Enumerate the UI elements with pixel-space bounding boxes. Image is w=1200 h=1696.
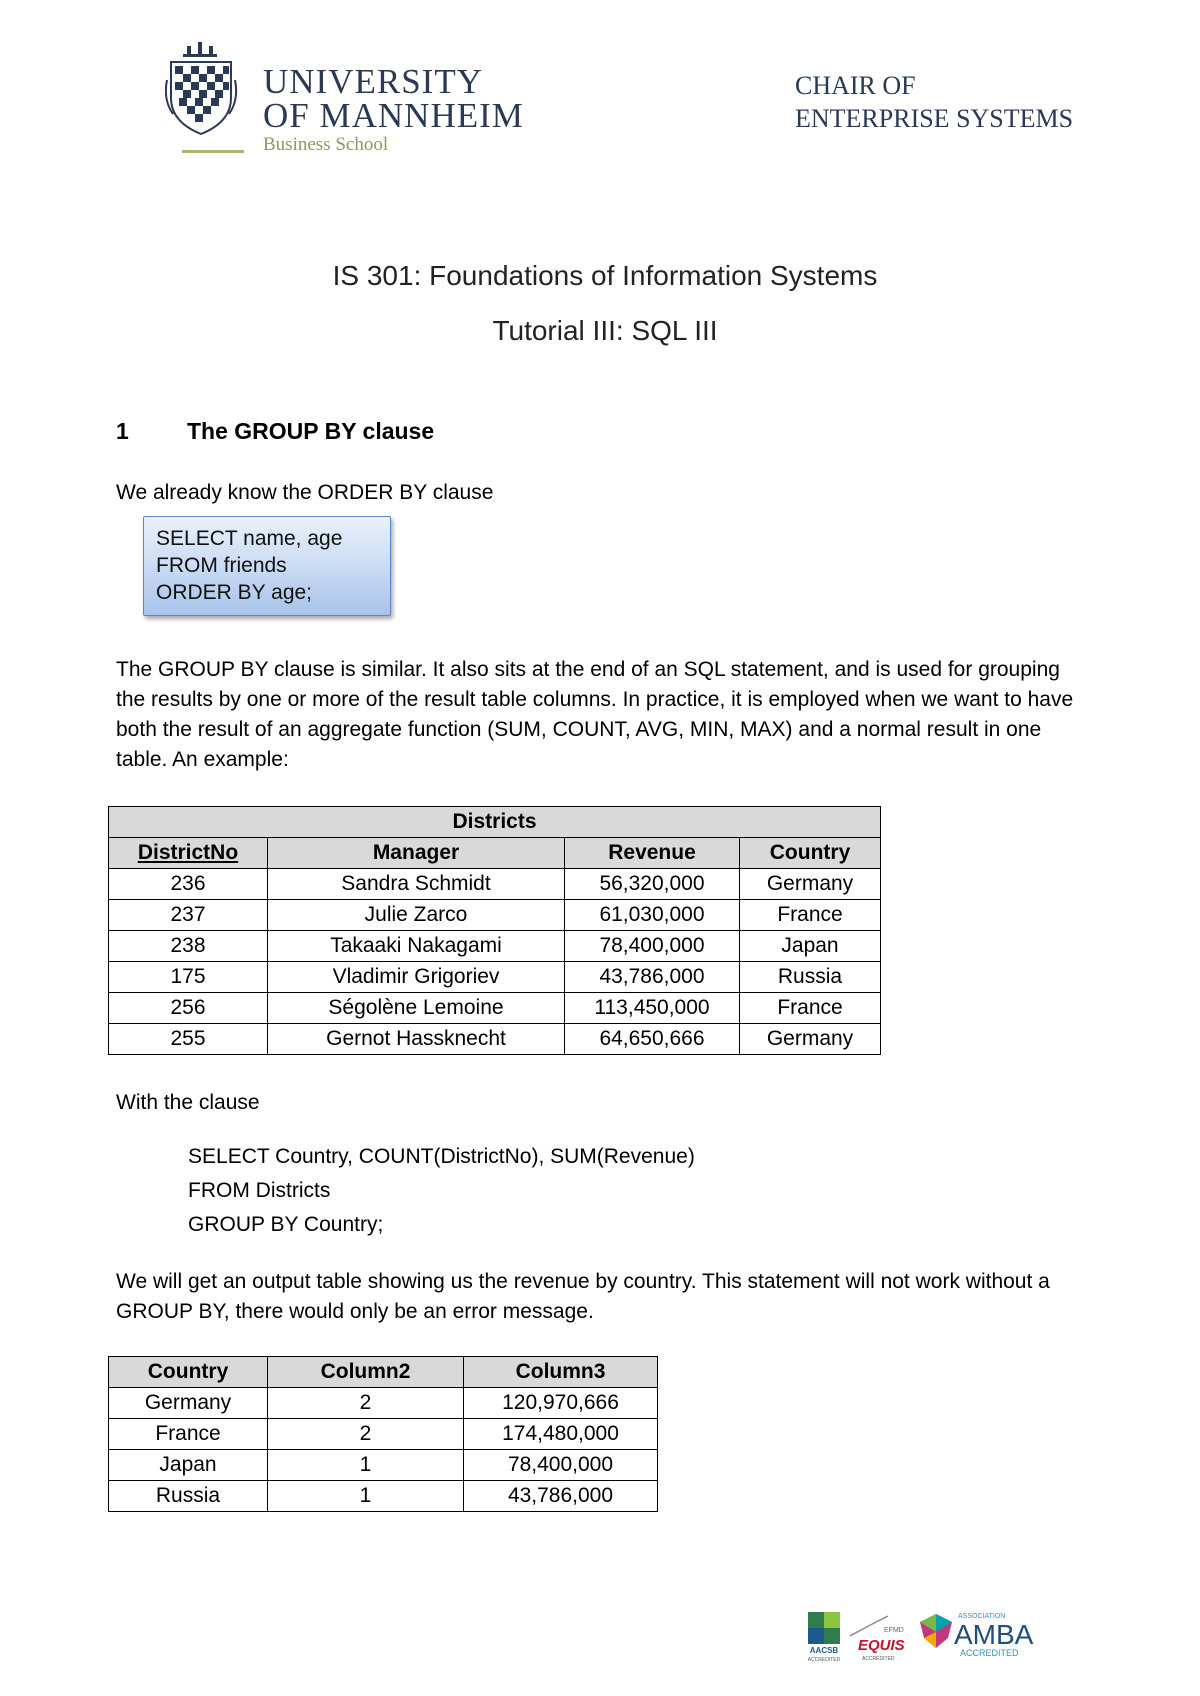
group-by-paragraph: The GROUP BY clause is similar. It also sits at the end of an SQL statement, and is used for grouping the results by one or more of the result table columns. In practice, it is employed when we want to have both the result of an aggregate function (SUM, COUNT, AVG, MIN, MAX) and a normal result in one table. An example: [116, 658, 1074, 771]
column-header-label: DistrictNo [137, 841, 239, 864]
column-header: Revenue [565, 838, 740, 869]
table-row [109, 1450, 658, 1481]
table-cell: 238 [109, 931, 268, 962]
intro-text: We already know the ORDER BY clause [116, 481, 494, 504]
efmd-label: EFMD [884, 1627, 904, 1634]
table-cell: Russia [109, 1481, 268, 1512]
course-title: IS 301: Foundations of Information Systems [332, 260, 878, 291]
group-by-sql-code [188, 1140, 695, 1242]
equis-sub: ACCREDITED [862, 1656, 895, 1662]
table-cell: Germany [740, 869, 881, 900]
table-cell: 2 [268, 1388, 464, 1419]
table-cell: 56,320,000 [565, 869, 740, 900]
logo-underline [182, 150, 244, 153]
sql-line: SELECT name, age [156, 527, 343, 550]
table-row [109, 1419, 658, 1450]
table-cell: 1 [268, 1481, 464, 1512]
table-cell: 174,480,000 [464, 1419, 658, 1450]
order-by-sql-box [143, 516, 391, 616]
table-cell: 175 [109, 962, 268, 993]
table-cell: France [740, 993, 881, 1024]
table-cell: 237 [109, 900, 268, 931]
table-caption: Districts [109, 807, 881, 838]
amba-association: ASSOCIATION [958, 1613, 1006, 1620]
table-cell: 1 [268, 1450, 464, 1481]
sql-line: FROM friends [156, 554, 287, 577]
table-cell: Japan [740, 931, 881, 962]
table-cell: 113,450,000 [565, 993, 740, 1024]
amba-label: AMBA [954, 1619, 1034, 1650]
section-number: 1 [116, 418, 129, 444]
table-row [109, 993, 881, 1024]
table-cell: 43,786,000 [464, 1481, 658, 1512]
table-cell: 2 [268, 1419, 464, 1450]
table-cell: 78,400,000 [464, 1450, 658, 1481]
table-cell: 64,650,666 [565, 1024, 740, 1055]
amba-sub: ACCREDITED [960, 1648, 1019, 1658]
table-row [109, 1024, 881, 1055]
districts-table [108, 806, 881, 1055]
table-cell: 236 [109, 869, 268, 900]
table-cell: Gernot Hassknecht [268, 1024, 565, 1055]
equis-logo [850, 1616, 905, 1662]
table-cell: 43,786,000 [565, 962, 740, 993]
aacsb-sub: ACCREDITED [808, 1657, 841, 1663]
table-row [109, 962, 881, 993]
business-school-label: Business School [263, 134, 389, 155]
sql-line: FROM Districts [188, 1179, 331, 1202]
table-cell: Germany [740, 1024, 881, 1055]
university-crest-logo [165, 40, 265, 158]
aacsb-label: AACSB [809, 1646, 839, 1655]
university-name-line1: UNIVERSITY [263, 62, 483, 101]
table-cell: 120,970,666 [464, 1388, 658, 1419]
university-name-line2: OF MANNHEIM [263, 96, 524, 135]
table-cell: Germany [109, 1388, 268, 1419]
sql-line: SELECT Country, COUNT(DistrictNo), SUM(Revenue) [188, 1145, 695, 1168]
output-paragraph: We will get an output table showing us the revenue by country. This statement will not work without a GROUP BY, there would only be an error message. [116, 1270, 1050, 1323]
table-cell: France [109, 1419, 268, 1450]
table-cell: 61,030,000 [565, 900, 740, 931]
table-row [109, 1388, 658, 1419]
table-cell: 256 [109, 993, 268, 1024]
chair-line2: ENTERPRISE SYSTEMS [795, 104, 1074, 133]
column-header [109, 838, 268, 869]
tutorial-title: Tutorial III: SQL III [492, 315, 718, 346]
table-cell: 255 [109, 1024, 268, 1055]
aacsb-logo [808, 1612, 841, 1663]
column-header: Country [109, 1357, 268, 1388]
column-header: Column3 [464, 1357, 658, 1388]
column-header: Country [740, 838, 881, 869]
column-header: Manager [268, 838, 565, 869]
table-row [109, 900, 881, 931]
table-cell: Julie Zarco [268, 900, 565, 931]
table-cell: Vladimir Grigoriev [268, 962, 565, 993]
table-cell: France [740, 900, 881, 931]
table-cell: Japan [109, 1450, 268, 1481]
table-cell: Ségolène Lemoine [268, 993, 565, 1024]
table-row [109, 1481, 658, 1512]
table-cell: Russia [740, 962, 881, 993]
equis-label: EQUIS [858, 1637, 905, 1654]
sql-line: GROUP BY Country; [188, 1213, 384, 1236]
chair-line1: CHAIR OF [795, 71, 916, 100]
table-row [109, 869, 881, 900]
result-table [108, 1356, 658, 1512]
accreditation-badges [808, 1608, 1088, 1668]
table-cell: Takaaki Nakagami [268, 931, 565, 962]
amba-logo [920, 1613, 1034, 1658]
table-cell: 78,400,000 [565, 931, 740, 962]
table-row [109, 931, 881, 962]
table-cell: Sandra Schmidt [268, 869, 565, 900]
column-header: Column2 [268, 1357, 464, 1388]
sql-line: ORDER BY age; [156, 581, 313, 604]
section-title: The GROUP BY clause [187, 418, 435, 444]
with-clause-text: With the clause [116, 1091, 260, 1114]
